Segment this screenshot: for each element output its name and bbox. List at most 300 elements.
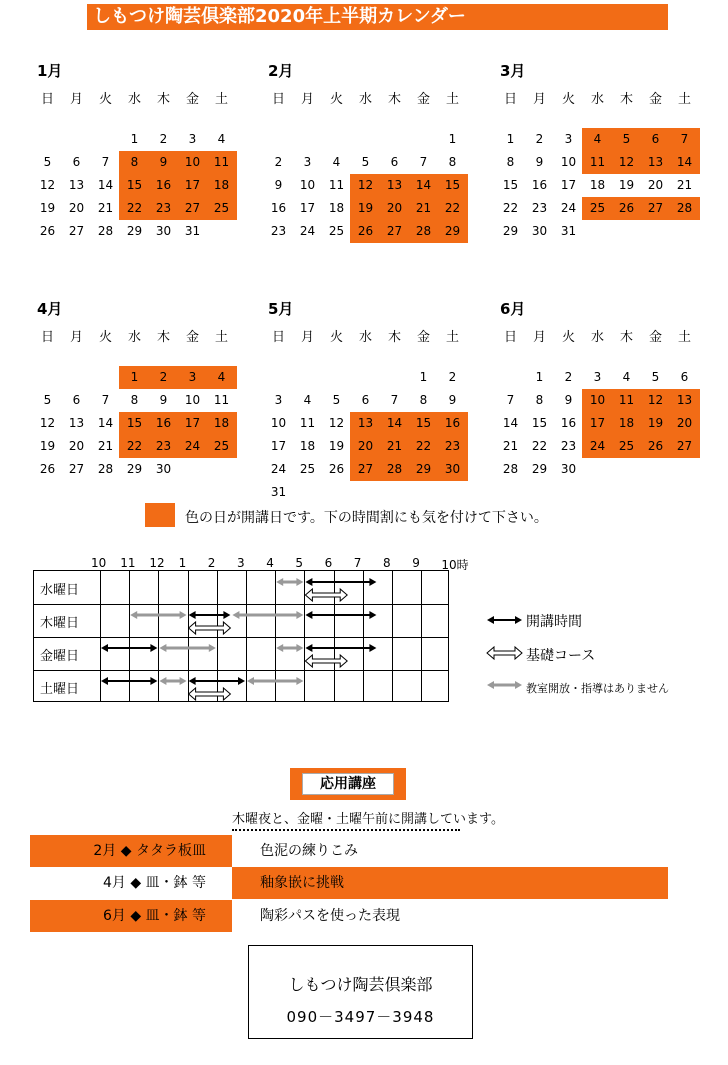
week-row bbox=[264, 389, 469, 412]
day-cell: 3 bbox=[593, 370, 602, 384]
weekday-label: 月 bbox=[300, 92, 314, 107]
day-cell: 3 bbox=[564, 132, 573, 146]
day-cell: 2 bbox=[274, 155, 283, 169]
day-cell: 9 bbox=[159, 393, 168, 407]
day-cell: 11 bbox=[299, 416, 316, 430]
day-cell: 23 bbox=[560, 439, 577, 453]
day-cell: 24 bbox=[560, 201, 577, 215]
day-cell: 10 bbox=[184, 393, 201, 407]
weekday-label: 土 bbox=[445, 330, 459, 345]
weekday-label: 月 bbox=[69, 330, 83, 345]
day-cell: 22 bbox=[444, 201, 461, 215]
open-arrow bbox=[305, 578, 376, 586]
weekday-label: 金 bbox=[648, 330, 662, 345]
day-cell: 4 bbox=[332, 155, 341, 169]
day-cell: 21 bbox=[415, 201, 432, 215]
day-cell: 29 bbox=[126, 462, 143, 476]
hour-label: 10時 bbox=[441, 558, 469, 572]
day-cell: 22 bbox=[126, 439, 143, 453]
day-cell: 14 bbox=[97, 416, 114, 430]
weekday-label: 土 bbox=[677, 330, 691, 345]
day-cell: 15 bbox=[531, 416, 548, 430]
day-cell: 14 bbox=[97, 178, 114, 192]
day-cell: 6 bbox=[72, 393, 81, 407]
day-cell: 20 bbox=[386, 201, 403, 215]
day-cell: 8 bbox=[130, 155, 139, 169]
course-month: 4月 ◆ 皿・鉢 等 bbox=[102, 875, 206, 891]
week-row bbox=[496, 412, 701, 435]
hour-label: 5 bbox=[295, 556, 304, 570]
week-row bbox=[264, 174, 469, 197]
day-label: 水曜日 bbox=[40, 583, 80, 598]
day-cell: 14 bbox=[386, 416, 403, 430]
day-cell: 20 bbox=[68, 439, 85, 453]
day-cell: 14 bbox=[502, 416, 519, 430]
weekday-row bbox=[33, 88, 238, 107]
closed-legend-arrow bbox=[487, 681, 522, 689]
day-cell: 7 bbox=[680, 132, 689, 146]
open-arrow bbox=[189, 611, 231, 619]
open-arrow bbox=[101, 644, 157, 652]
day-cell: 17 bbox=[589, 416, 606, 430]
day-cell: 9 bbox=[535, 155, 544, 169]
legend-swatch bbox=[145, 503, 175, 527]
day-cell: 1 bbox=[506, 132, 515, 146]
day-cell: 1 bbox=[448, 132, 457, 146]
weekday-label: 日 bbox=[271, 92, 285, 107]
day-cell: 2 bbox=[159, 132, 168, 146]
day-cell: 5 bbox=[361, 155, 370, 169]
day-cell: 17 bbox=[270, 439, 287, 453]
weekday-row bbox=[264, 326, 469, 345]
open-arrow bbox=[189, 677, 245, 685]
day-cell: 20 bbox=[676, 416, 693, 430]
day-cell: 18 bbox=[213, 416, 230, 430]
day-cell: 19 bbox=[328, 439, 345, 453]
weekday-label: 土 bbox=[677, 92, 691, 107]
weekday-label: 火 bbox=[561, 92, 575, 107]
day-cell: 14 bbox=[415, 178, 432, 192]
day-cell: 24 bbox=[270, 462, 287, 476]
day-cell: 29 bbox=[126, 224, 143, 238]
weekday-label: 金 bbox=[185, 330, 199, 345]
month-1 bbox=[33, 60, 238, 260]
hour-label: 4 bbox=[266, 556, 274, 570]
day-cell: 18 bbox=[618, 416, 635, 430]
day-cell: 10 bbox=[560, 155, 577, 169]
day-cell: 26 bbox=[39, 462, 56, 476]
day-cell: 30 bbox=[531, 224, 548, 238]
day-cell: 26 bbox=[328, 462, 345, 476]
weekday-row bbox=[264, 88, 469, 107]
day-cell: 29 bbox=[444, 224, 461, 238]
day-cell: 26 bbox=[39, 224, 56, 238]
day-cell: 17 bbox=[299, 201, 316, 215]
day-cell: 8 bbox=[506, 155, 515, 169]
month-label: 6月 bbox=[500, 300, 526, 318]
legend-basic: 基礎コース bbox=[526, 648, 596, 664]
weekday-label: 水 bbox=[590, 330, 604, 345]
day-cell: 23 bbox=[444, 439, 461, 453]
day-cell: 21 bbox=[97, 439, 114, 453]
weekday-label: 土 bbox=[445, 92, 459, 107]
day-cell: 7 bbox=[101, 155, 110, 169]
day-cell: 8 bbox=[535, 393, 544, 407]
open-arrow bbox=[305, 644, 376, 652]
day-cell: 27 bbox=[68, 462, 85, 476]
day-cell: 18 bbox=[213, 178, 230, 192]
day-cell: 29 bbox=[502, 224, 519, 238]
day-cell: 12 bbox=[357, 178, 374, 192]
week-row bbox=[496, 366, 701, 389]
day-cell: 30 bbox=[444, 462, 461, 476]
day-cell: 10 bbox=[589, 393, 606, 407]
day-cell: 29 bbox=[531, 462, 548, 476]
weekday-label: 火 bbox=[98, 92, 112, 107]
day-cell: 25 bbox=[299, 462, 316, 476]
weekday-row bbox=[496, 326, 701, 345]
day-cell: 23 bbox=[270, 224, 287, 238]
day-cell: 7 bbox=[390, 393, 399, 407]
day-cell: 21 bbox=[97, 201, 114, 215]
day-cell: 25 bbox=[213, 439, 230, 453]
month-3 bbox=[496, 60, 701, 260]
weekday-label: 日 bbox=[40, 92, 54, 107]
weekday-label: 日 bbox=[40, 330, 54, 345]
day-cell: 23 bbox=[155, 439, 172, 453]
hour-label: 9 bbox=[412, 556, 420, 570]
hour-label: 8 bbox=[383, 556, 391, 570]
closed-arrow bbox=[276, 644, 303, 652]
hour-label: 12 bbox=[149, 556, 165, 570]
day-cell: 21 bbox=[386, 439, 403, 453]
week-row bbox=[264, 412, 469, 435]
weekday-label: 金 bbox=[416, 92, 430, 107]
day-cell: 17 bbox=[560, 178, 577, 192]
day-cell: 31 bbox=[270, 485, 287, 499]
weekday-label: 木 bbox=[156, 330, 170, 345]
day-cell: 19 bbox=[39, 201, 56, 215]
day-cell: 19 bbox=[357, 201, 374, 215]
contact-name: しもつけ陶芸倶楽部 bbox=[288, 975, 433, 994]
month-label: 2月 bbox=[268, 62, 294, 80]
day-cell: 3 bbox=[188, 370, 197, 384]
weekday-label: 木 bbox=[387, 92, 401, 107]
day-cell: 18 bbox=[589, 178, 606, 192]
weekday-label: 土 bbox=[214, 330, 228, 345]
day-cell: 12 bbox=[39, 416, 56, 430]
day-label: 金曜日 bbox=[40, 649, 80, 664]
day-cell: 13 bbox=[68, 416, 85, 430]
open-arrow bbox=[305, 611, 376, 619]
weekday-label: 木 bbox=[387, 330, 401, 345]
day-cell: 12 bbox=[647, 393, 664, 407]
day-cell: 25 bbox=[213, 201, 230, 215]
day-cell: 8 bbox=[448, 155, 457, 169]
hour-label: 3 bbox=[237, 556, 245, 570]
day-cell: 27 bbox=[357, 462, 374, 476]
week-row bbox=[496, 197, 701, 220]
week-row bbox=[33, 220, 238, 243]
course-title: 陶彩パスを使った表現 bbox=[260, 908, 400, 924]
page-title: しもつけ陶芸倶楽部2020年上半期カレンダー bbox=[87, 4, 668, 30]
day-cell: 27 bbox=[386, 224, 403, 238]
timetable-grid bbox=[33, 570, 449, 702]
month-label: 4月 bbox=[37, 300, 63, 318]
weekday-label: 日 bbox=[503, 92, 517, 107]
closed-arrow bbox=[159, 644, 215, 652]
day-cell: 16 bbox=[155, 416, 172, 430]
day-cell: 9 bbox=[274, 178, 283, 192]
day-cell: 21 bbox=[502, 439, 519, 453]
weekday-label: 水 bbox=[358, 92, 372, 107]
day-cell: 27 bbox=[676, 439, 693, 453]
month-label: 1月 bbox=[37, 62, 63, 80]
hour-label: 6 bbox=[324, 556, 333, 570]
day-cell: 20 bbox=[68, 201, 85, 215]
day-cell: 11 bbox=[589, 155, 606, 169]
hour-label: 1 bbox=[178, 556, 187, 570]
weekday-label: 土 bbox=[214, 92, 228, 107]
day-cell: 1 bbox=[535, 370, 544, 384]
weekday-label: 水 bbox=[127, 92, 141, 107]
day-cell: 30 bbox=[155, 462, 172, 476]
weekday-label: 金 bbox=[185, 92, 199, 107]
month-4 bbox=[33, 298, 238, 498]
hour-label: 7 bbox=[353, 556, 362, 570]
closed-arrow bbox=[276, 578, 303, 586]
week-row bbox=[264, 128, 469, 151]
day-cell: 15 bbox=[126, 416, 143, 430]
day-cell: 13 bbox=[357, 416, 374, 430]
day-cell: 15 bbox=[126, 178, 143, 192]
day-cell: 1 bbox=[419, 370, 428, 384]
day-cell: 20 bbox=[647, 178, 664, 192]
basic-legend-arrow bbox=[487, 647, 522, 659]
course-row bbox=[30, 867, 668, 899]
weekday-label: 金 bbox=[648, 92, 662, 107]
contact-phone: 090－3497－3948 bbox=[286, 1008, 435, 1026]
day-cell: 27 bbox=[647, 201, 664, 215]
weekday-label: 火 bbox=[98, 330, 112, 345]
day-cell: 9 bbox=[448, 393, 457, 407]
basic-arrow bbox=[189, 688, 231, 700]
week-row bbox=[33, 435, 238, 458]
week-row bbox=[264, 197, 469, 220]
month-5 bbox=[264, 298, 469, 498]
day-cell: 25 bbox=[328, 224, 345, 238]
week-row bbox=[496, 458, 701, 481]
day-cell: 6 bbox=[361, 393, 370, 407]
day-cell: 15 bbox=[444, 178, 461, 192]
day-cell: 29 bbox=[415, 462, 432, 476]
day-cell: 5 bbox=[43, 393, 52, 407]
week-row bbox=[496, 174, 701, 197]
weekday-label: 月 bbox=[300, 330, 314, 345]
week-row bbox=[264, 220, 469, 243]
day-cell: 16 bbox=[560, 416, 577, 430]
day-cell: 15 bbox=[415, 416, 432, 430]
day-cell: 2 bbox=[535, 132, 544, 146]
day-cell: 3 bbox=[303, 155, 312, 169]
week-row bbox=[496, 389, 701, 412]
week-row bbox=[33, 174, 238, 197]
legend-open: 開講時間 bbox=[526, 614, 582, 630]
day-cell: 10 bbox=[184, 155, 201, 169]
month-2 bbox=[264, 60, 469, 260]
day-cell: 18 bbox=[299, 439, 316, 453]
hour-label: 10 bbox=[91, 556, 107, 570]
day-cell: 11 bbox=[618, 393, 635, 407]
weekday-label: 月 bbox=[69, 92, 83, 107]
week-row bbox=[33, 197, 238, 220]
weekday-label: 木 bbox=[619, 92, 633, 107]
day-cell: 5 bbox=[43, 155, 52, 169]
day-cell: 24 bbox=[589, 439, 606, 453]
weekday-label: 水 bbox=[127, 330, 141, 345]
day-cell: 13 bbox=[386, 178, 403, 192]
day-cell: 22 bbox=[531, 439, 548, 453]
day-cell: 13 bbox=[676, 393, 693, 407]
day-cell: 24 bbox=[184, 439, 201, 453]
basic-arrow bbox=[305, 589, 347, 601]
day-cell: 19 bbox=[647, 416, 664, 430]
course-row bbox=[30, 835, 668, 867]
day-cell: 4 bbox=[593, 132, 602, 146]
day-cell: 9 bbox=[159, 155, 168, 169]
day-cell: 7 bbox=[419, 155, 428, 169]
day-cell: 19 bbox=[39, 439, 56, 453]
closed-arrow bbox=[130, 611, 186, 619]
day-cell: 1 bbox=[130, 132, 139, 146]
day-cell: 16 bbox=[531, 178, 548, 192]
week-row bbox=[264, 481, 469, 504]
closed-arrow bbox=[247, 677, 303, 685]
weekday-label: 火 bbox=[329, 92, 343, 107]
hour-label: 2 bbox=[207, 556, 216, 570]
day-cell: 31 bbox=[560, 224, 577, 238]
day-cell: 12 bbox=[39, 178, 56, 192]
week-row bbox=[496, 220, 701, 243]
day-cell: 12 bbox=[618, 155, 635, 169]
day-cell: 23 bbox=[531, 201, 548, 215]
weekday-label: 水 bbox=[358, 330, 372, 345]
day-cell: 8 bbox=[419, 393, 428, 407]
day-cell: 4 bbox=[217, 132, 226, 146]
day-cell: 13 bbox=[68, 178, 85, 192]
weekday-label: 月 bbox=[532, 330, 546, 345]
weekday-label: 木 bbox=[619, 330, 633, 345]
week-row bbox=[496, 435, 701, 458]
day-cell: 5 bbox=[332, 393, 341, 407]
day-cell: 7 bbox=[101, 393, 110, 407]
month-label: 5月 bbox=[268, 300, 294, 318]
day-cell: 3 bbox=[188, 132, 197, 146]
basic-arrow bbox=[305, 655, 347, 667]
week-row bbox=[264, 435, 469, 458]
day-label: 土曜日 bbox=[40, 682, 80, 697]
day-cell: 6 bbox=[390, 155, 399, 169]
legend-text: 色の日が開講日です。下の時間割にも気を付けて下さい。 bbox=[185, 510, 548, 526]
day-cell: 5 bbox=[651, 370, 660, 384]
day-cell: 30 bbox=[155, 224, 172, 238]
day-cell: 10 bbox=[299, 178, 316, 192]
day-cell: 26 bbox=[357, 224, 374, 238]
day-cell: 27 bbox=[68, 224, 85, 238]
day-cell: 28 bbox=[97, 224, 114, 238]
week-row bbox=[264, 366, 469, 389]
contact-box bbox=[248, 945, 473, 1039]
day-cell: 25 bbox=[589, 201, 606, 215]
day-cell: 27 bbox=[184, 201, 201, 215]
day-cell: 8 bbox=[130, 393, 139, 407]
day-cell: 16 bbox=[444, 416, 461, 430]
weekday-label: 金 bbox=[416, 330, 430, 345]
basic-arrow bbox=[189, 622, 231, 634]
day-cell: 11 bbox=[213, 155, 230, 169]
weekday-row bbox=[496, 88, 701, 107]
month-6 bbox=[496, 298, 701, 498]
day-cell: 24 bbox=[299, 224, 316, 238]
day-cell: 19 bbox=[618, 178, 635, 192]
day-cell: 13 bbox=[647, 155, 664, 169]
day-cell: 21 bbox=[676, 178, 693, 192]
advanced-description: 木曜夜と、金曜・土曜午前に開講しています。 bbox=[232, 812, 504, 827]
day-cell: 4 bbox=[217, 370, 226, 384]
day-cell: 12 bbox=[328, 416, 345, 430]
dotted-divider bbox=[232, 829, 460, 831]
day-cell: 14 bbox=[676, 155, 693, 169]
day-cell: 28 bbox=[502, 462, 519, 476]
day-cell: 30 bbox=[560, 462, 577, 476]
week-row bbox=[33, 366, 238, 389]
weekday-label: 月 bbox=[532, 92, 546, 107]
week-row bbox=[264, 458, 469, 481]
week-row bbox=[33, 412, 238, 435]
day-cell: 26 bbox=[647, 439, 664, 453]
day-cell: 6 bbox=[680, 370, 689, 384]
week-row bbox=[33, 458, 238, 481]
week-row bbox=[33, 151, 238, 174]
day-cell: 10 bbox=[270, 416, 287, 430]
week-row bbox=[33, 389, 238, 412]
week-row bbox=[264, 151, 469, 174]
closed-arrow bbox=[159, 677, 186, 685]
weekday-label: 日 bbox=[271, 330, 285, 345]
day-cell: 28 bbox=[97, 462, 114, 476]
day-cell: 20 bbox=[357, 439, 374, 453]
week-row bbox=[496, 151, 701, 174]
week-row bbox=[496, 128, 701, 151]
day-cell: 2 bbox=[448, 370, 457, 384]
day-cell: 22 bbox=[126, 201, 143, 215]
day-cell: 4 bbox=[622, 370, 631, 384]
day-cell: 16 bbox=[270, 201, 287, 215]
advanced-heading: 応用講座 bbox=[302, 773, 394, 795]
closed-arrow bbox=[232, 611, 303, 619]
day-label: 木曜日 bbox=[40, 616, 80, 631]
day-cell: 16 bbox=[155, 178, 172, 192]
day-cell: 9 bbox=[564, 393, 573, 407]
day-cell: 22 bbox=[502, 201, 519, 215]
weekday-label: 木 bbox=[156, 92, 170, 107]
day-cell: 28 bbox=[676, 201, 693, 215]
week-row bbox=[33, 128, 238, 151]
day-cell: 17 bbox=[184, 416, 201, 430]
course-row bbox=[30, 900, 668, 932]
day-cell: 2 bbox=[159, 370, 168, 384]
day-cell: 31 bbox=[184, 224, 201, 238]
